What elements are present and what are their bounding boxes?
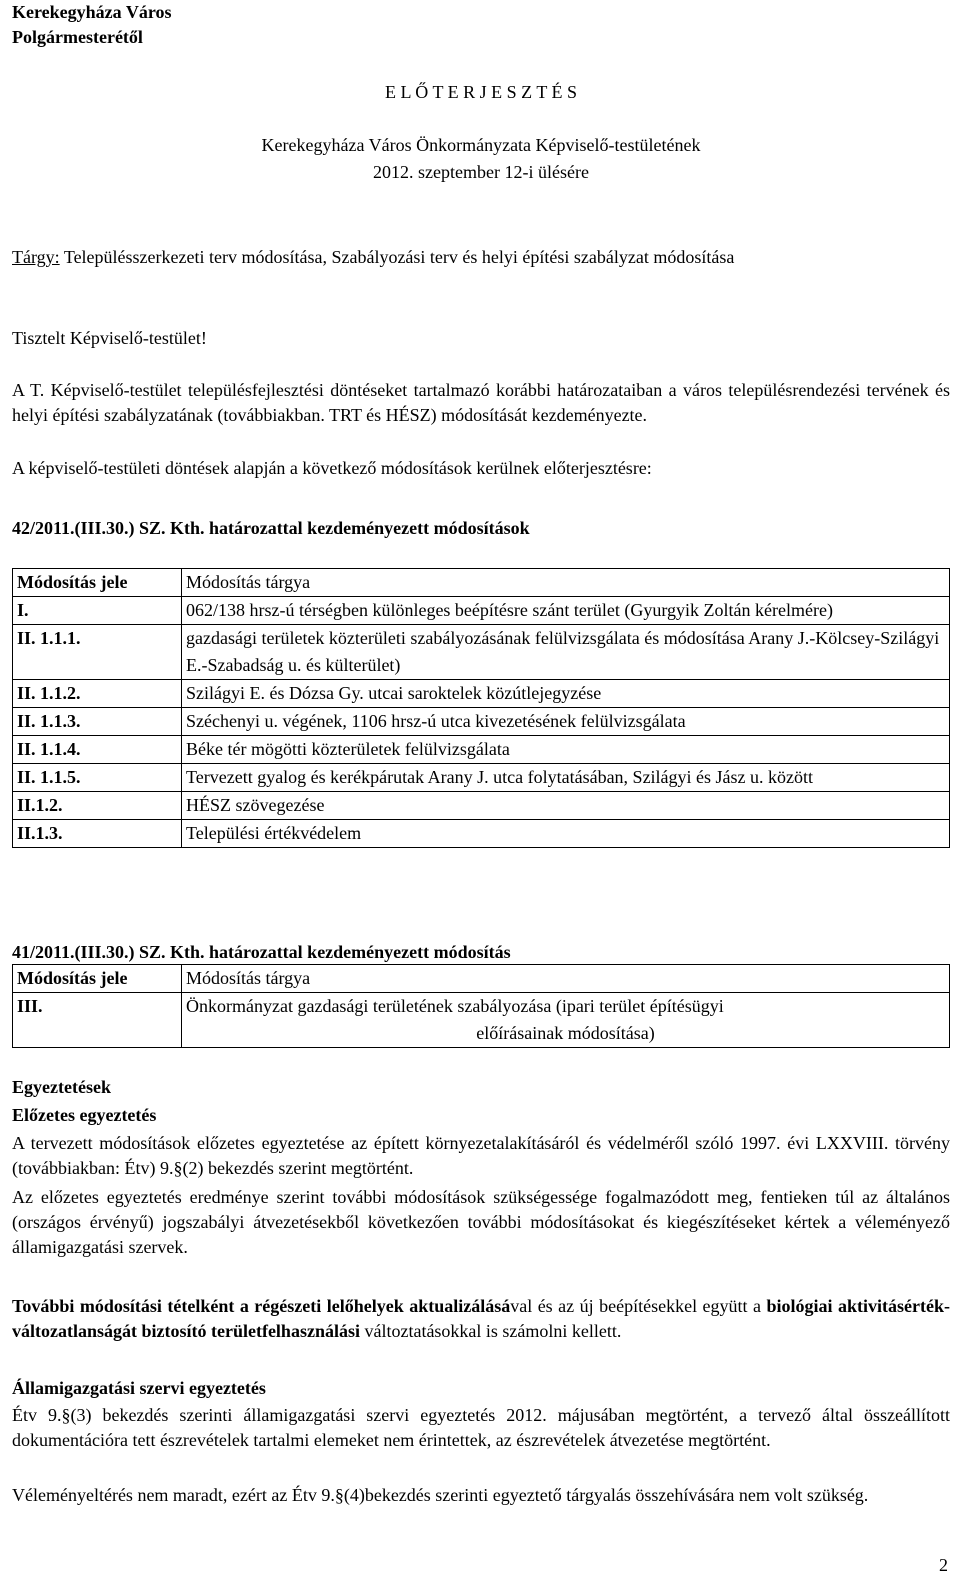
subject-text: Településszerkezeti terv módosítása, Szabályozási terv és helyi építési szabályzat módosítása — [59, 247, 735, 267]
salutation: Tisztelt Képviselő-testület! — [12, 328, 207, 348]
page-number: 2 — [939, 1555, 948, 1575]
column-header-subject: Módosítás tárgya — [182, 569, 950, 597]
row-code: III. — [13, 993, 182, 1048]
subject — [12, 245, 950, 270]
table-row — [13, 736, 950, 764]
row-code: II. 1.1.5. — [13, 764, 182, 792]
row-text: HÉSZ szövegezése — [182, 792, 950, 820]
row-text: 062/138 hrsz-ú térségben különleges beépítésre szánt terület (Gyurgyik Zoltán kérelmére) — [182, 597, 950, 625]
subtitle-line-1: Kerekegyháza Város Önkormányzata Képviselő-testületének — [261, 135, 701, 155]
row-code: II. 1.1.1. — [13, 625, 182, 680]
subtitle-line-2: 2012. szeptember 12-i ülésére — [373, 162, 589, 182]
coordination-paragraph-1: A tervezett módosítások előzetes egyeztetése az épített környezetalakításáról és védelméről szóló 1997. évi LXXVIII. törvény (továbbiakban: Étv) 9.§(2) bekezdés szerint megtörtént. — [12, 1133, 950, 1178]
p3-bold-1: További módosítási tételként a régészeti lelőhelyek aktualizálásá — [12, 1296, 511, 1316]
table-row — [13, 708, 950, 736]
p3-text-2: változtatásokkal is számolni kellett. — [359, 1321, 622, 1341]
row-text-line-1: Önkormányzat gazdasági területének szabályozása (ipari terület építésügyi — [186, 996, 724, 1016]
row-text: Szilágyi E. és Dózsa Gy. utcai saroktelek közútlejegyzése — [182, 680, 950, 708]
coordination-paragraph-2: Az előzetes egyeztetés eredménye szerint további módosítások szükségessége fogalmazódott meg, fentieken túl az általános (országos érvényű) jogszabályi átvezetésekből következően további módosításokat és kiegészítéseket kértek a véleményező államigazgatási szervek. — [12, 1187, 950, 1257]
coordination-paragraph-3 — [12, 1294, 950, 1344]
row-code: II. 1.1.4. — [13, 736, 182, 764]
table-row — [13, 680, 950, 708]
state-coordination-heading: Államigazgatási szervi egyeztetés — [12, 1378, 266, 1398]
table-header-row — [13, 569, 950, 597]
coordination-paragraph-4: Étv 9.§(3) bekezdés szerinti államigazgatási szervi egyeztetés 2012. májusában megtörtént, a tervező által összeállított dokumentációra tett észrevételek tartalmi elemeket nem érintettek, az észrevételek átvezetése megtörtént. — [12, 1405, 950, 1450]
table-row — [13, 597, 950, 625]
issuer-line-2: Polgármesterétől — [12, 27, 143, 47]
coordination-heading: Egyeztetések — [12, 1077, 111, 1097]
row-code: II. 1.1.3. — [13, 708, 182, 736]
row-text: Tervezett gyalog és kerékpárutak Arany J. utca folytatásában, Szilágyi és Jász u. között — [182, 764, 950, 792]
table-row — [13, 764, 950, 792]
subject-label: Tárgy: — [12, 247, 60, 267]
row-text: Települési értékvédelem — [182, 820, 950, 848]
section-1-heading: 42/2011.(III.30.) SZ. Kth. határozattal kezdeményezett módosítások — [12, 518, 530, 538]
row-text: gazdasági területek közterületi szabályozásának felülvizsgálata és módosítása Arany J.-Kölcsey-Szilágyi E.-Szabadság u. és külterület) — [182, 625, 950, 680]
document-title: E L Ő T E R J E S Z T É S — [384, 82, 578, 102]
preliminary-coordination-heading: Előzetes egyeztetés — [12, 1105, 157, 1125]
intro-paragraph-1: A T. Képviselő-testület településfejlesztési döntéseket tartalmazó korábbi határozataiban a város településrendezési tervének és helyi építési szabályzatának (továbbiakban. TRT és HÉSZ) módosítását kezdeményezte. — [12, 380, 950, 425]
table-row — [13, 792, 950, 820]
p3-text-1: val és az új beépítésekkel együtt a — [510, 1296, 767, 1316]
section-2-heading: 41/2011.(III.30.) SZ. Kth. határozattal kezdeményezett módosítás — [12, 942, 511, 962]
row-code: II. 1.1.2. — [13, 680, 182, 708]
table-row — [13, 820, 950, 848]
column-header-subject: Módosítás tárgya — [182, 965, 950, 993]
table-header-row — [13, 965, 950, 993]
modifications-table-1 — [12, 568, 950, 848]
coordination-paragraph-5: Véleményeltérés nem maradt, ezért az Étv 9.§(4)bekezdés szerinti egyeztető tárgyalás összehívására nem volt szükség. — [12, 1485, 869, 1505]
p3-bold-2: biológiai aktivitásérték-változatlanságát biztosító területfelhasználási — [12, 1296, 950, 1341]
row-code: II.1.2. — [13, 792, 182, 820]
row-text: Béke tér mögötti közterületek felülvizsgálata — [182, 736, 950, 764]
intro-paragraph-2: A képviselő-testületi döntések alapján a következő módosítások kerülnek előterjesztésre: — [12, 458, 652, 478]
column-header-code: Módosítás jele — [13, 965, 182, 993]
row-text: Széchenyi u. végének, 1106 hrsz-ú utca kivezetésének felülvizsgálata — [182, 708, 950, 736]
row-code: II.1.3. — [13, 820, 182, 848]
table-row — [13, 993, 950, 1048]
row-text-line-2: előírásainak módosítása) — [476, 1023, 655, 1043]
modifications-table-2 — [12, 964, 950, 1048]
table-row — [13, 625, 950, 680]
column-header-code: Módosítás jele — [13, 569, 182, 597]
issuer-line-1: Kerekegyháza Város — [12, 2, 172, 22]
row-text — [182, 993, 950, 1048]
row-code: I. — [13, 597, 182, 625]
